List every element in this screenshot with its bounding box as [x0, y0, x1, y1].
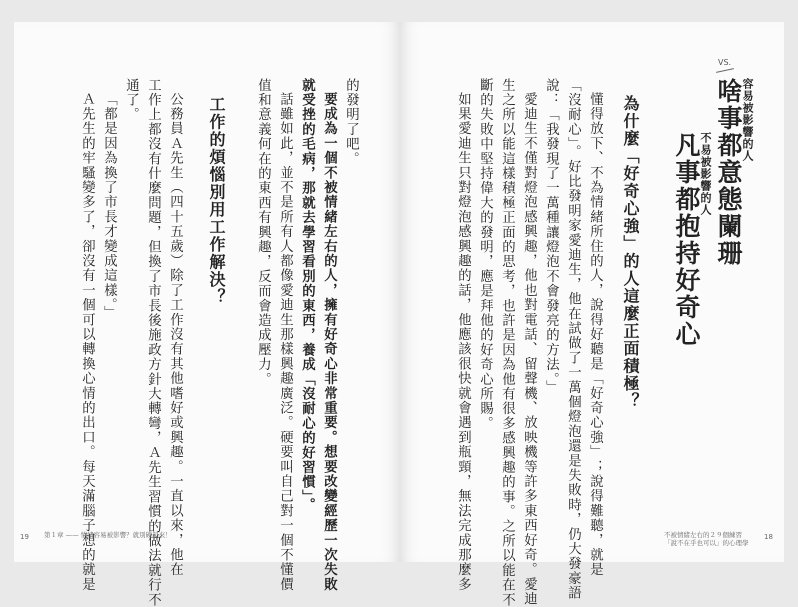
left-col-8: 工作上都沒有什麼問題，但換了市長後施政方針大轉彎，Ａ先生習慣的做法就行不 [145, 78, 161, 607]
left-heading: 工作的煩惱別用工作解決？ [207, 96, 226, 306]
right-col-4: 愛迪生不僅對燈泡感興趣，他也對電話、留聲機、放映機等許多東西好奇。愛迪 [521, 92, 537, 607]
right-footer-a: 不被情緒左右的２９個練習 [664, 531, 742, 539]
left-page-number: 19 [20, 533, 29, 541]
right-col-3: 說：「我發現了一萬種讓燈泡不會發亮的方法。」 [543, 78, 559, 395]
left-footer: 第１章 —— 情緒容易被影響？就別硬起來！ [44, 531, 172, 539]
left-col-7: 公務員Ａ先生（四十五歲）除了工作沒有其他嗜好或興趣。一直以來，他在 [167, 92, 183, 578]
left-col-4: 話雖如此，並不是所有人都像愛迪生那樣興趣廣泛。硬要叫自己對一個不懂價 [277, 92, 293, 592]
left-col-1: 的發明了吧。 [343, 78, 359, 167]
right-col-6: 斷的失敗中堅持偉大的發明，應是拜他的好奇心所賜。 [477, 78, 493, 431]
title-main-a: 啥事都意態闌珊 [714, 78, 743, 267]
title-sub-a: 容易被影響的人 [741, 78, 754, 162]
vs-label: VS. [718, 58, 732, 67]
right-col-1: 懂得放下、不為情緒所住的人，說得好聽是「好奇心強」；說得難聽，就是 [587, 92, 603, 578]
left-col-3: 就受挫的毛病，那就去學習看別的東西，養成「沒耐心的好習慣」。 [299, 78, 315, 513]
left-col-5: 值和意義何在的東西有興趣，反而會造成壓力。 [255, 78, 271, 387]
title-main-b: 凡事都抱持好奇心 [672, 132, 701, 348]
left-col-10: 「都是因為換了市長才變成這樣。」 [101, 92, 117, 321]
right-page-number: 18 [764, 533, 773, 541]
left-col-9: 通了。 [123, 78, 139, 123]
right-col-2: 「沒耐心」。好比發明家愛迪生，他在試做了一萬個燈泡還是失敗時，仍大發豪語 [565, 78, 581, 601]
right-col-5: 生之所以能這樣積極正面的思考，也許是因為他有很多感興趣的事。之所以能在不 [499, 78, 515, 607]
right-col-7: 如果愛迪生只對燈泡感興趣的話，他應該很快就會遇到瓶頸，無法完成那麼多 [455, 92, 471, 592]
title-sub-b: 不易被影響的人 [699, 132, 712, 216]
right-heading: 為什麼「好奇心強」的人這麼正面積極？ [621, 95, 640, 410]
right-footer-b: 「說不在乎也可以」的心理學 [664, 539, 749, 547]
left-col-11: Ａ先生的牢騷變多了，卻沒有一個可以轉換心情的出口。每天滿腦子想的就是 [79, 92, 95, 592]
left-col-2: 要成為一個不被情緒左右的人，擁有好奇心非常重要。想要改變經歷一次失敗 [321, 92, 337, 592]
